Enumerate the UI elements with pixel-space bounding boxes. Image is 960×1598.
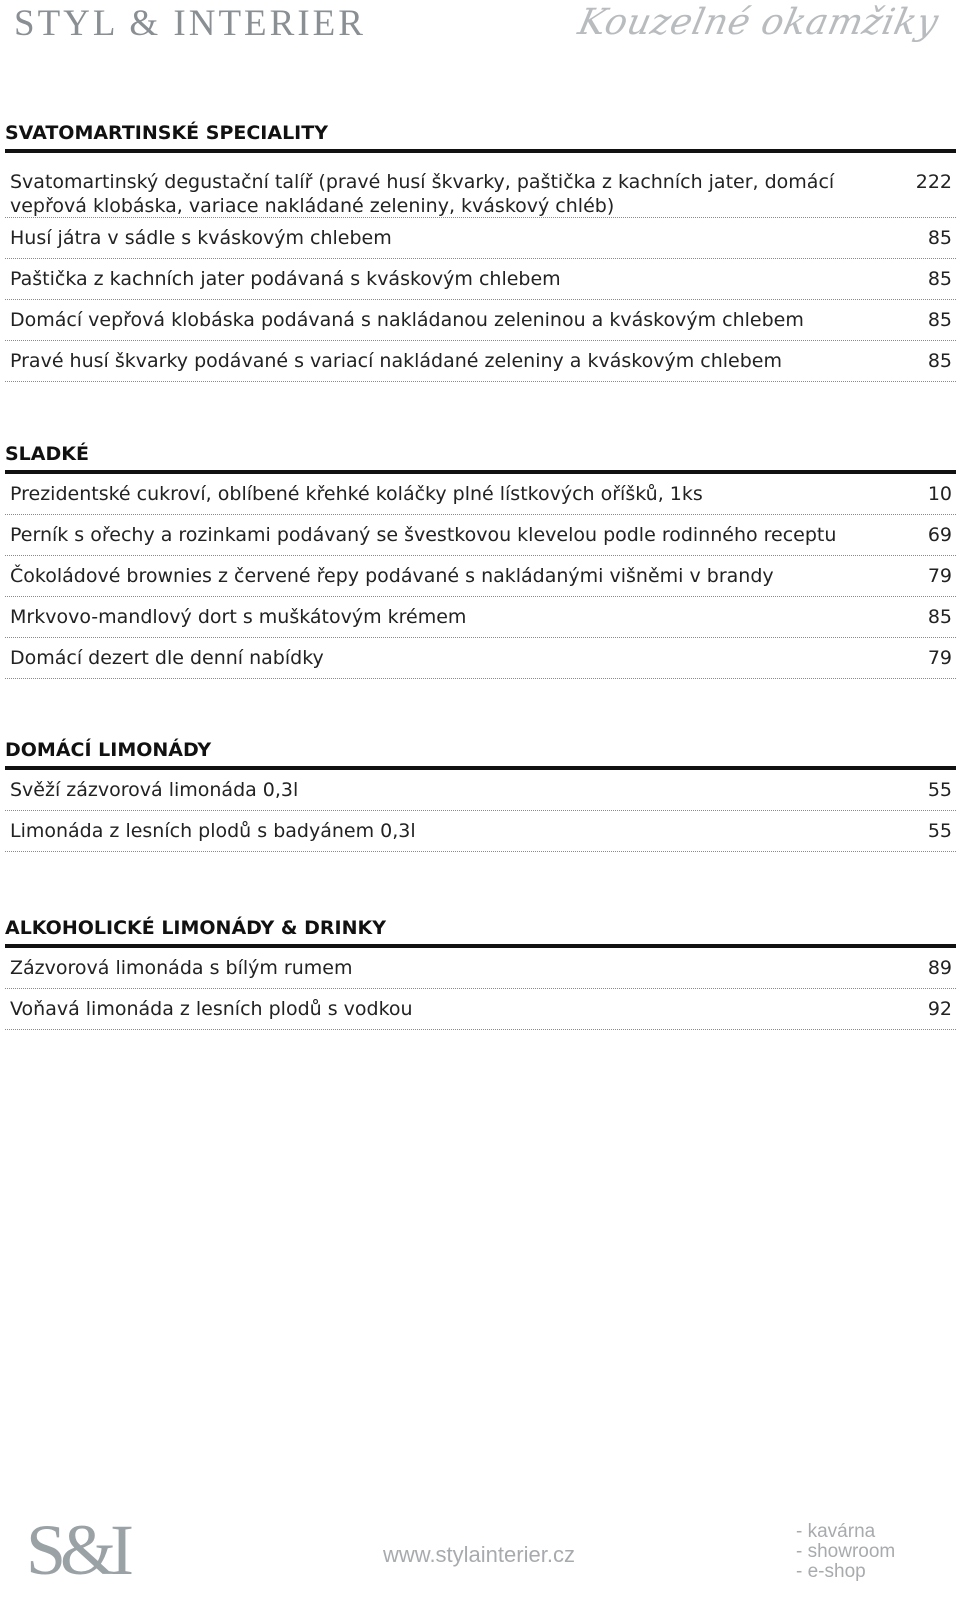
- menu-item: [5, 259, 956, 300]
- menu-item-price: 79: [927, 647, 952, 669]
- menu-item: [5, 770, 956, 811]
- section-title: SLADKÉ: [5, 443, 89, 465]
- menu-item-name: Svatomartinský degustační talíř (pravé husí škvarky, paštička z kachních jater, domácí vepřová klobáska, variace nakládané zeleniny, kváskový chléb): [10, 171, 835, 217]
- menu-item-price: 55: [927, 820, 952, 842]
- menu-item-name: Svěží zázvorová limonáda 0,3l: [10, 779, 299, 801]
- menu-item-price: 55: [927, 779, 952, 801]
- menu-item-price: 69: [927, 524, 952, 546]
- menu-item-price: 85: [927, 268, 952, 290]
- menu-item: [5, 474, 956, 515]
- menu-item-name: Domácí dezert dle denní nabídky: [10, 647, 324, 669]
- menu-item: [5, 153, 956, 218]
- section-svatomartinske: [5, 120, 956, 382]
- menu-item-name: Voňavá limonáda z lesních plodů s vodkou: [10, 998, 413, 1020]
- menu-item-name: Paštička z kachních jater podávaná s kváskovým chlebem: [10, 268, 561, 290]
- footer-link-showroom[interactable]: - showroom: [796, 1541, 896, 1562]
- menu-item: [5, 948, 956, 989]
- menu-item-name: Domácí vepřová klobáska podávaná s nakládanou zeleninou a kváskovým chlebem: [10, 309, 804, 331]
- menu-item: [5, 341, 956, 382]
- menu-item: [5, 638, 956, 679]
- menu-item-name: Prezidentské cukroví, oblíbené křehké koláčky plné lístkových oříšků, 1ks: [10, 483, 703, 505]
- menu-item: [5, 218, 956, 259]
- menu-item-price: 85: [927, 350, 952, 372]
- menu-item: [5, 989, 956, 1030]
- menu-item-name: Perník s ořechy a rozinkami podávaný se švestkovou klevelou podle rodinného receptu: [10, 524, 837, 546]
- menu-item-price: 92: [927, 998, 952, 1020]
- menu-item-price: 89: [927, 957, 952, 979]
- footer-links: [796, 1522, 895, 1582]
- menu-item-name: Pravé husí škvarky podávané s variací nakládané zeleniny a kváskovým chlebem: [10, 350, 782, 372]
- menu-item-price: 10: [927, 483, 952, 505]
- menu-item: [5, 300, 956, 341]
- menu-item-name: Limonáda z lesních plodů s badyánem 0,3l: [10, 820, 416, 842]
- menu-item: [5, 556, 956, 597]
- menu-item-price: 85: [927, 309, 952, 331]
- menu-item-name: Zázvorová limonáda s bílým rumem: [10, 957, 353, 979]
- menu-item-price: 222: [915, 171, 952, 193]
- footer-link-kavarna[interactable]: - kavárna: [796, 1521, 876, 1542]
- section-title: SVATOMARTINSKÉ SPECIALITY: [5, 122, 328, 144]
- menu-item: [5, 811, 956, 852]
- footer-logo: S&I: [26, 1510, 129, 1590]
- footer-website-link[interactable]: www.stylainterier.cz: [383, 1542, 575, 1567]
- tagline: Kouzelné okamžiky: [574, 2, 943, 43]
- menu-item-name: Mrkvovo-mandlový dort s muškátovým krémem: [10, 606, 467, 628]
- section-sladke: [5, 441, 956, 679]
- menu-item-price: 85: [927, 606, 952, 628]
- section-domaci-limonady: [5, 737, 956, 852]
- menu-item: [5, 597, 956, 638]
- footer-link-eshop[interactable]: - e-shop: [796, 1561, 866, 1582]
- menu-item-price: 79: [927, 565, 952, 587]
- menu-item-name: Čokoládové brownies z červené řepy podávané s nakládanými višněmi v brandy: [10, 565, 774, 587]
- brand-logo: STYL & INTERIER: [14, 3, 366, 44]
- menu-item: [5, 515, 956, 556]
- menu-item-name: Husí játra v sádle s kváskovým chlebem: [10, 227, 392, 249]
- menu-item-price: 85: [927, 227, 952, 249]
- section-title: DOMÁCÍ LIMONÁDY: [5, 739, 212, 761]
- section-alkoholicke-limonady: [5, 915, 956, 1030]
- section-title: ALKOHOLICKÉ LIMONÁDY & DRINKY: [5, 917, 386, 939]
